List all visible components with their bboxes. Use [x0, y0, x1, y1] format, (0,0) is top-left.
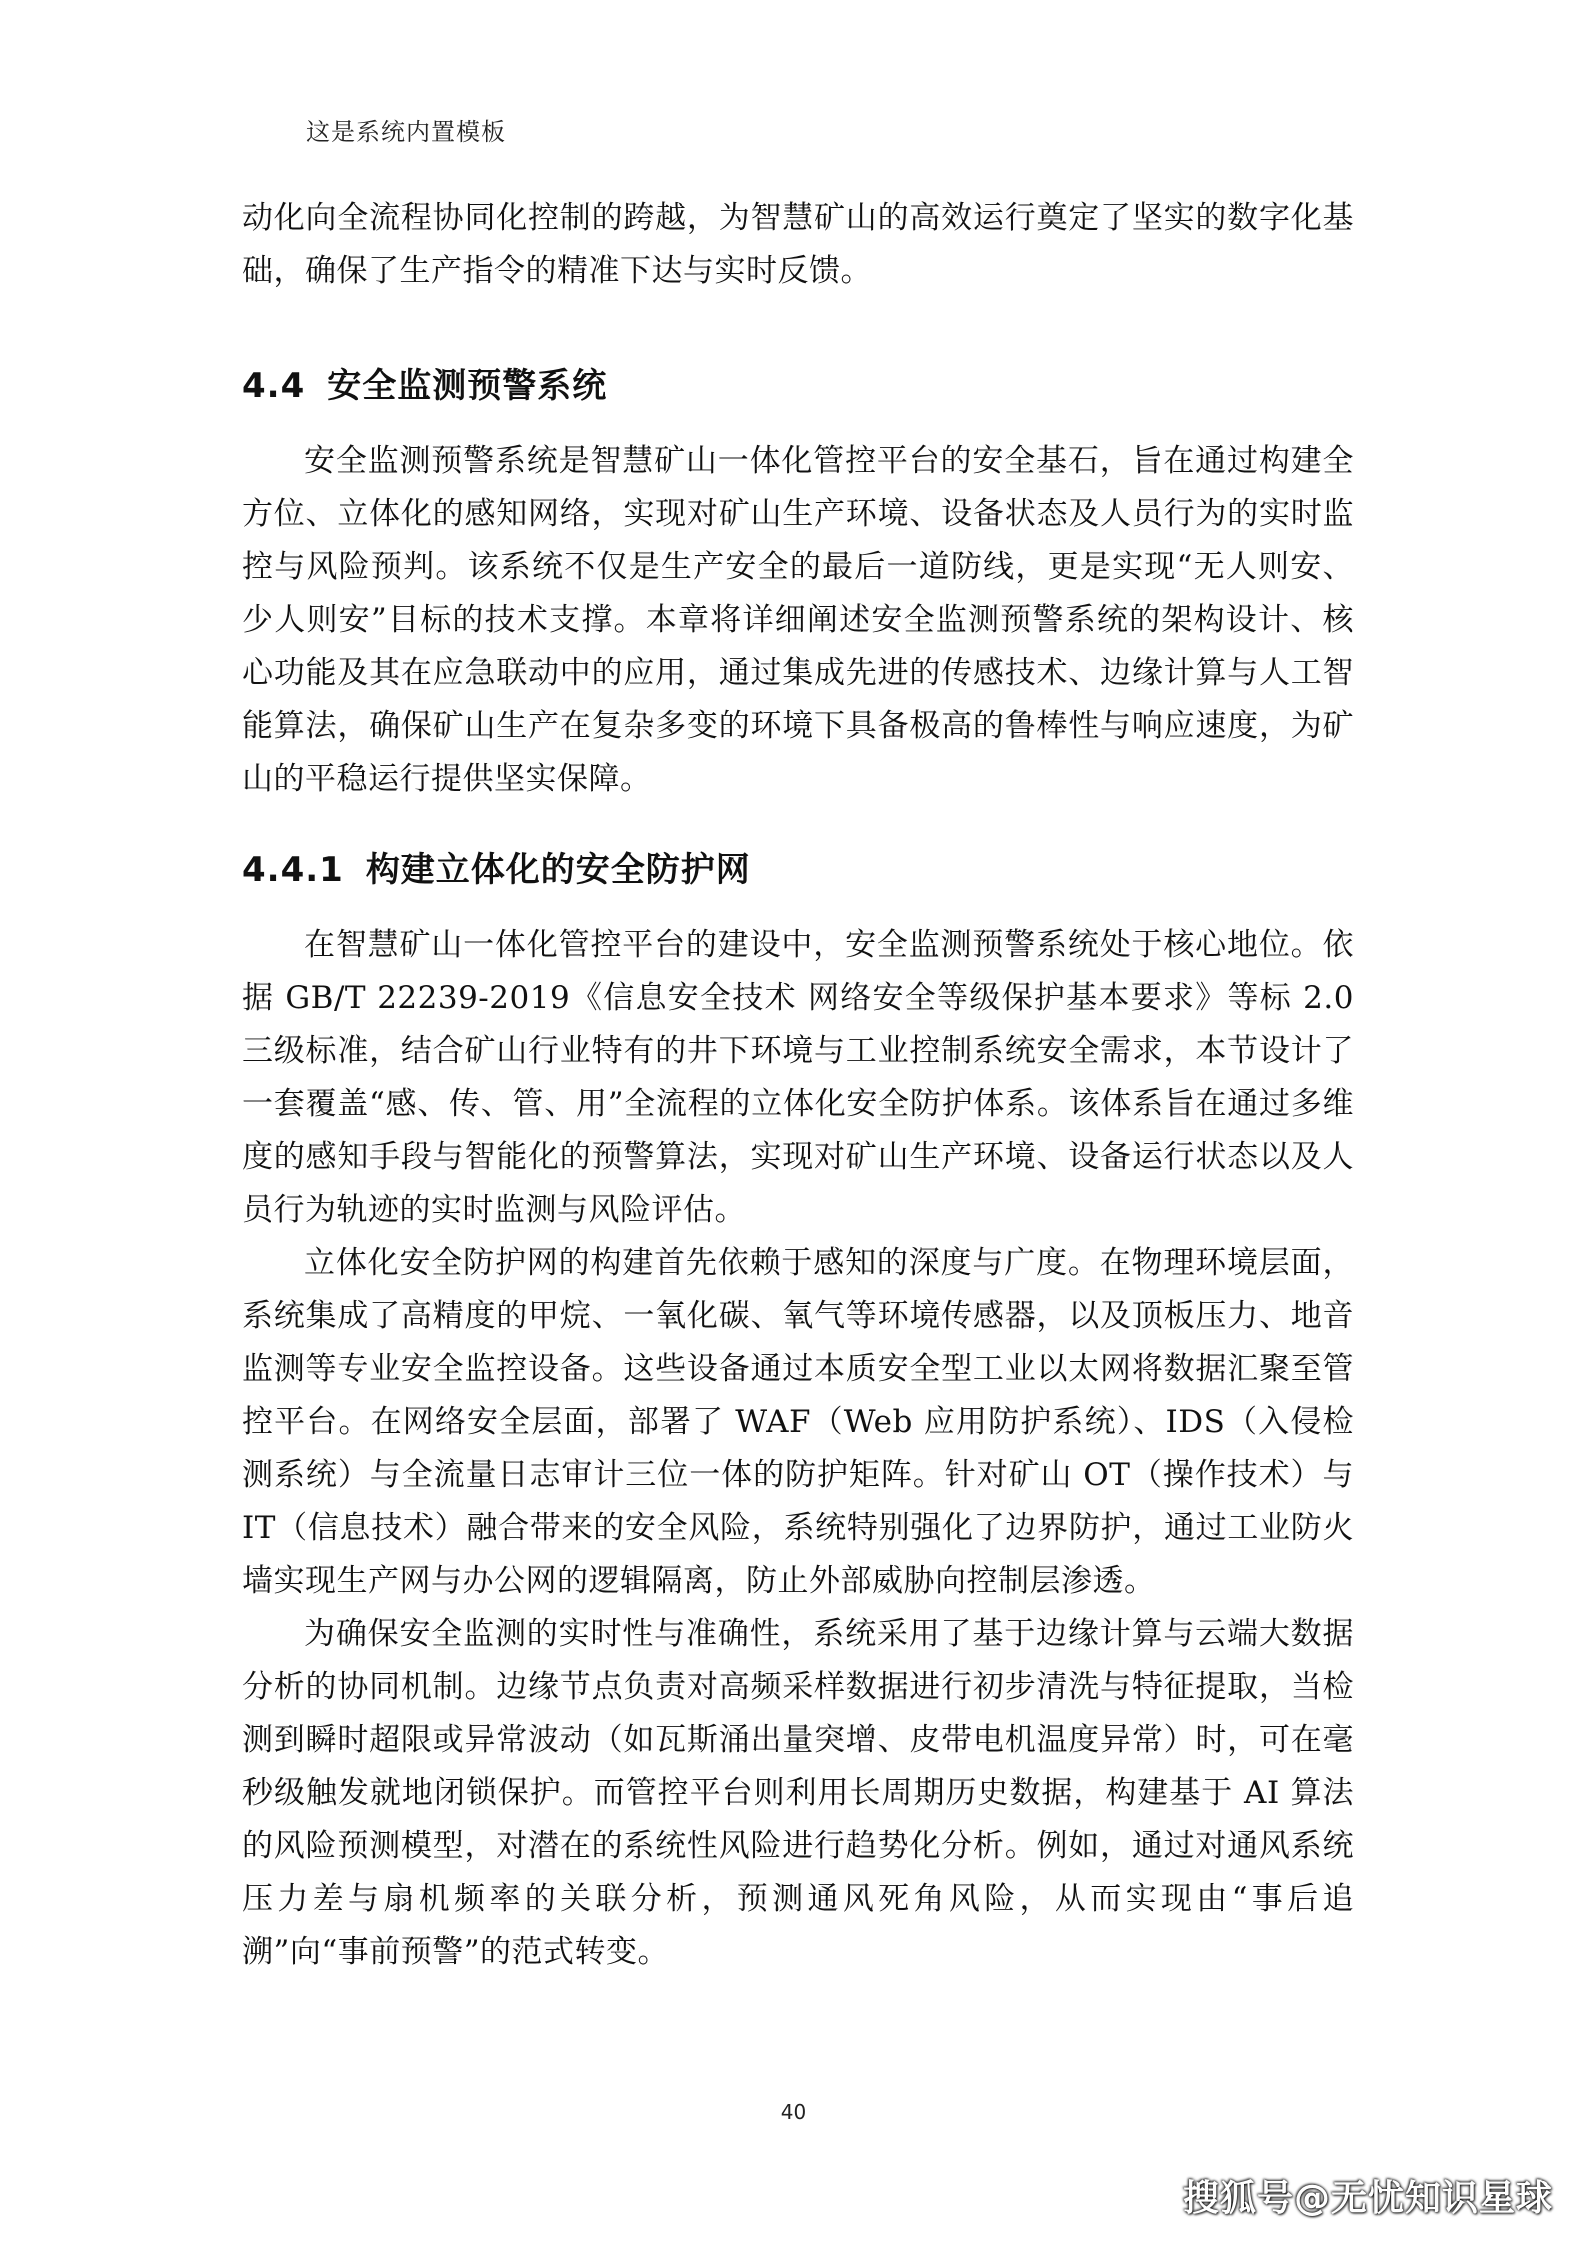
section-4-4-paragraph: 安全监测预警系统是智慧矿山一体化管控平台的安全基石，旨在通过构建全方位、立体化的感知网络，实现对矿山生产环境、设备状态及人员行为的实时监控与风险预判。该系统不仅是生产安全的最后一道防线，更是实现“无人则安、少人则安”目标的技术支撑。本章将详细阐述安全监测预警系统的架构设计、核心功能及其在应急联动中的应用，通过集成先进的传感技术、边缘计算与人工智能算法，确保矿山生产在复杂多变的环境下具备极高的鲁棒性与响应速度，为矿山的平稳运行提供坚实保障。 [242, 443, 1354, 797]
page-content [242, 192, 1354, 1979]
page-header: 这是系统内置模板 [306, 118, 506, 146]
body-paragraph: 为确保安全监测的实时性与准确性，系统采用了基于边缘计算与云端大数据分析的协同机制。边缘节点负责对高频采样数据进行初步清洗与特征提取，当检测到瞬时超限或异常波动（如瓦斯涌出量突增、皮带电机温度异常）时，可在毫秒级触发就地闭锁保护。而管控平台则利用长周期历史数据，构建基于 AI 算法的风险预测模型，对潜在的系统性风险进行趋势化分析。例如，通过对通风系统压力差与扇机频率的关联分析，预测通风死角风险，从而实现由“事后追溯”向“事前预警”的范式转变。 [242, 1616, 1354, 1970]
page-number: 40 [780, 2100, 807, 2124]
intro-paragraph: 动化向全流程协同化控制的跨越，为智慧矿山的高效运行奠定了坚实的数字化基础，确保了生产指令的精准下达与实时反馈。 [242, 200, 1354, 289]
body-paragraph: 在智慧矿山一体化管控平台的建设中，安全监测预警系统处于核心地位。依据 GB/T 22239-2019《信息安全技术 网络安全等级保护基本要求》等标 2.0 三级标准，结合矿山行业特有的井下环境与工业控制系统安全需求，本节设计了一套覆盖“感、传、管、用”全流程的立体化安全防护体系。该体系旨在通过多维度的感知手段与智能化的预警算法，实现对矿山生产环境、设备运行状态以及人员行为轨迹的实时监测与风险评估。 [242, 927, 1354, 1228]
section-heading-4-4 [242, 358, 1354, 407]
section-heading-4-4-1 [242, 842, 1354, 891]
watermark: 搜狐号@无忧知识星球 [1182, 2178, 1553, 2219]
section-number: 4.4 [242, 366, 306, 406]
subsection-number: 4.4.1 [242, 850, 344, 890]
section-title: 安全监测预警系统 [327, 366, 608, 406]
subsection-title: 构建立体化的安全防护网 [365, 850, 751, 890]
body-paragraph: 立体化安全防护网的构建首先依赖于感知的深度与广度。在物理环境层面，系统集成了高精度的甲烷、一氧化碳、氧气等环境传感器，以及顶板压力、地音监测等专业安全监控设备。这些设备通过本质安全型工业以太网将数据汇聚至管控平台。在网络安全层面，部署了 WAF（Web 应用防护系统）、IDS（入侵检测系统）与全流量日志审计三位一体的防护矩阵。针对矿山 OT（操作技术）与 IT（信息技术）融合带来的安全风险，系统特别强化了边界防护，通过工业防火墙实现生产网与办公网的逻辑隔离，防止外部威胁向控制层渗透。 [242, 1245, 1354, 1599]
